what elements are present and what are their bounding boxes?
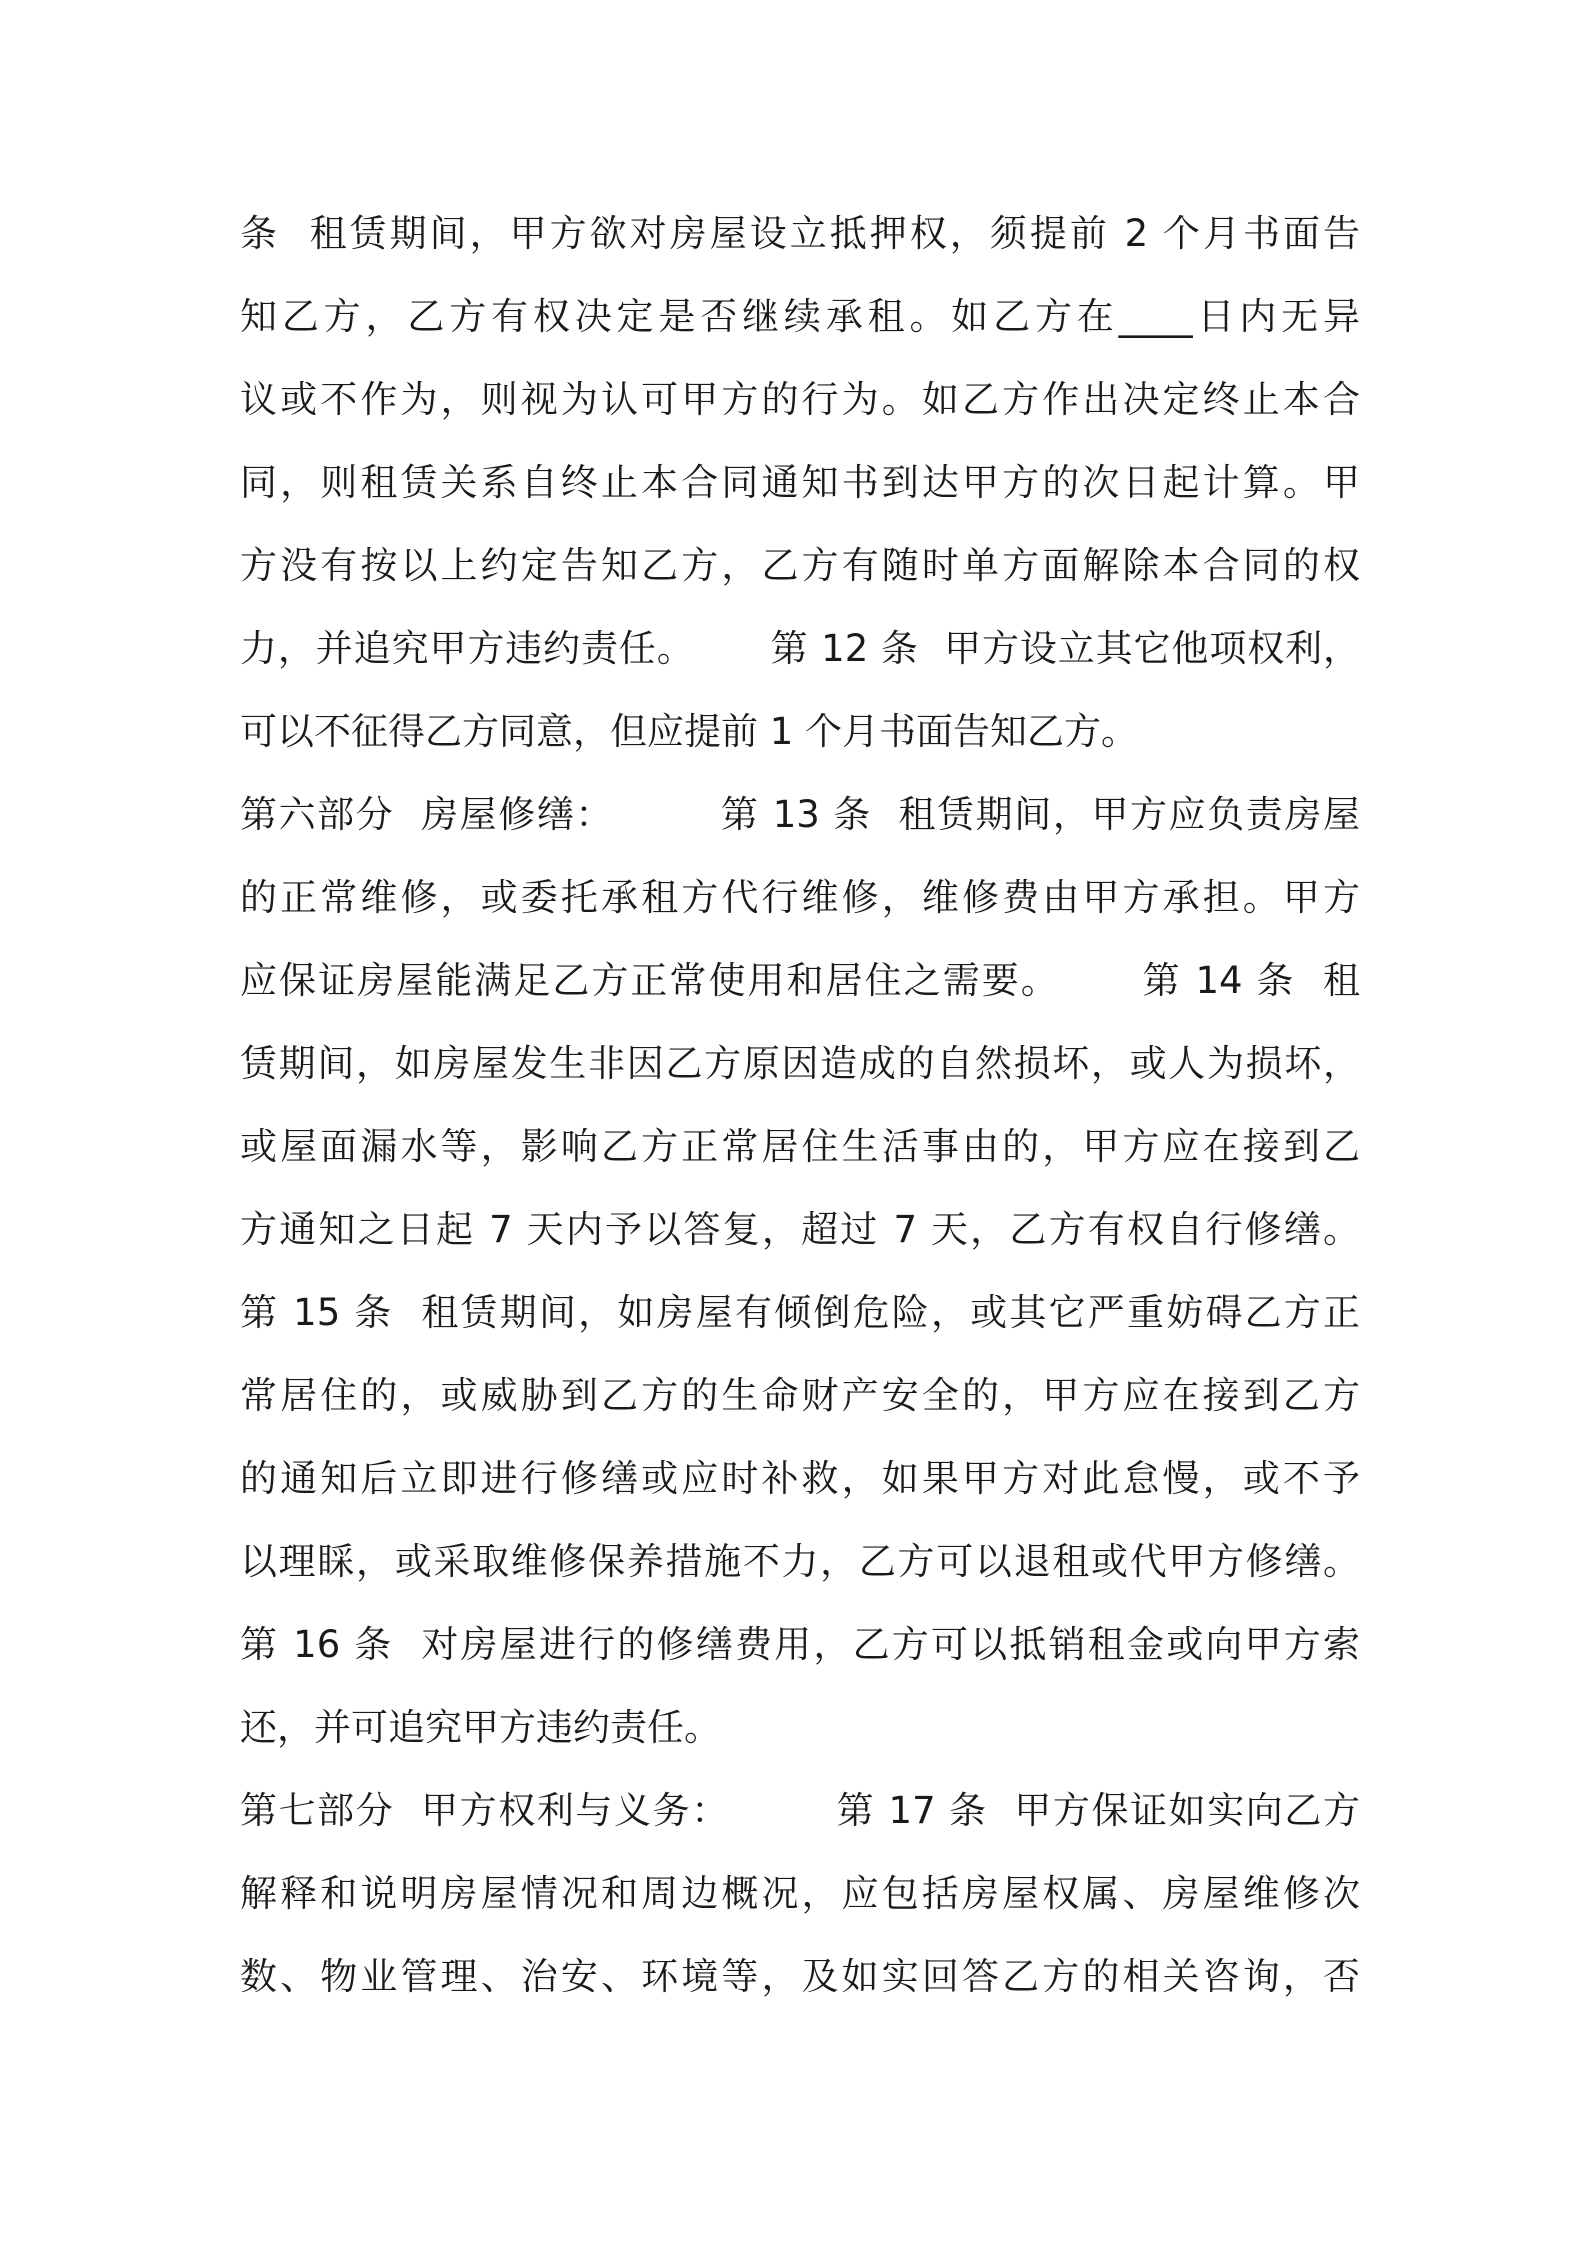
text-line: 数、物业管理、治安、环境等，及如实回答乙方的相关咨询，否 — [240, 1955, 1360, 1998]
text-line: 方通知之日起 7 天内予以答复，超过 7 天，乙方有权自行修缮。 — [240, 1208, 1360, 1251]
text-line: 知乙方，乙方有权决定是否继续承租。如乙方在____日内无异 — [240, 295, 1360, 338]
text-line: 同，则租赁关系自终止本合同通知书到达甲方的次日起计算。甲 — [240, 461, 1360, 504]
contract-text — [240, 192, 1360, 2018]
text-line: 应保证房屋能满足乙方正常使用和居住之需要。 第 14 条 租 — [240, 959, 1360, 1002]
text-line: 议或不作为，则视为认可甲方的行为。如乙方作出决定终止本合 — [240, 378, 1360, 421]
section-heading-line: 第七部分 甲方权利与义务： 第 17 条 甲方保证如实向乙方 — [240, 1789, 1360, 1832]
section-heading-line: 第六部分 房屋修缮： 第 13 条 租赁期间，甲方应负责房屋 — [240, 793, 1360, 836]
text-line: 或屋面漏水等，影响乙方正常居住生活事由的，甲方应在接到乙 — [240, 1125, 1360, 1168]
text-line: 方没有按以上约定告知乙方，乙方有随时单方面解除本合同的权 — [240, 544, 1360, 587]
text-line: 的通知后立即进行修缮或应时补救，如果甲方对此怠慢，或不予 — [240, 1457, 1360, 1500]
text-line: 解释和说明房屋情况和周边概况，应包括房屋权属、房屋维修次 — [240, 1872, 1360, 1915]
text-line: 第 16 条 对房屋进行的修缮费用，乙方可以抵销租金或向甲方索 — [240, 1623, 1360, 1666]
text-line: 第 15 条 租赁期间，如房屋有倾倒危险，或其它严重妨碍乙方正 — [240, 1291, 1360, 1334]
text-line: 以理睬，或采取维修保养措施不力，乙方可以退租或代甲方修缮。 — [240, 1540, 1360, 1583]
text-line: 力，并追究甲方违约责任。 第 12 条 甲方设立其它他项权利， — [240, 627, 1360, 670]
text-line: 常居住的，或威胁到乙方的生命财产安全的，甲方应在接到乙方 — [240, 1374, 1360, 1417]
text-line: 赁期间，如房屋发生非因乙方原因造成的自然损坏，或人为损坏， — [240, 1042, 1360, 1085]
text-line: 还，并可追究甲方违约责任。 — [240, 1706, 721, 1749]
text-line: 的正常维修，或委托承租方代行维修，维修费由甲方承担。甲方 — [240, 876, 1360, 919]
text-line: 可以不征得乙方同意，但应提前 1 个月书面告知乙方。 — [240, 710, 1139, 753]
text-line: 条 租赁期间，甲方欲对房屋设立抵押权，须提前 2 个月书面告 — [240, 212, 1360, 255]
